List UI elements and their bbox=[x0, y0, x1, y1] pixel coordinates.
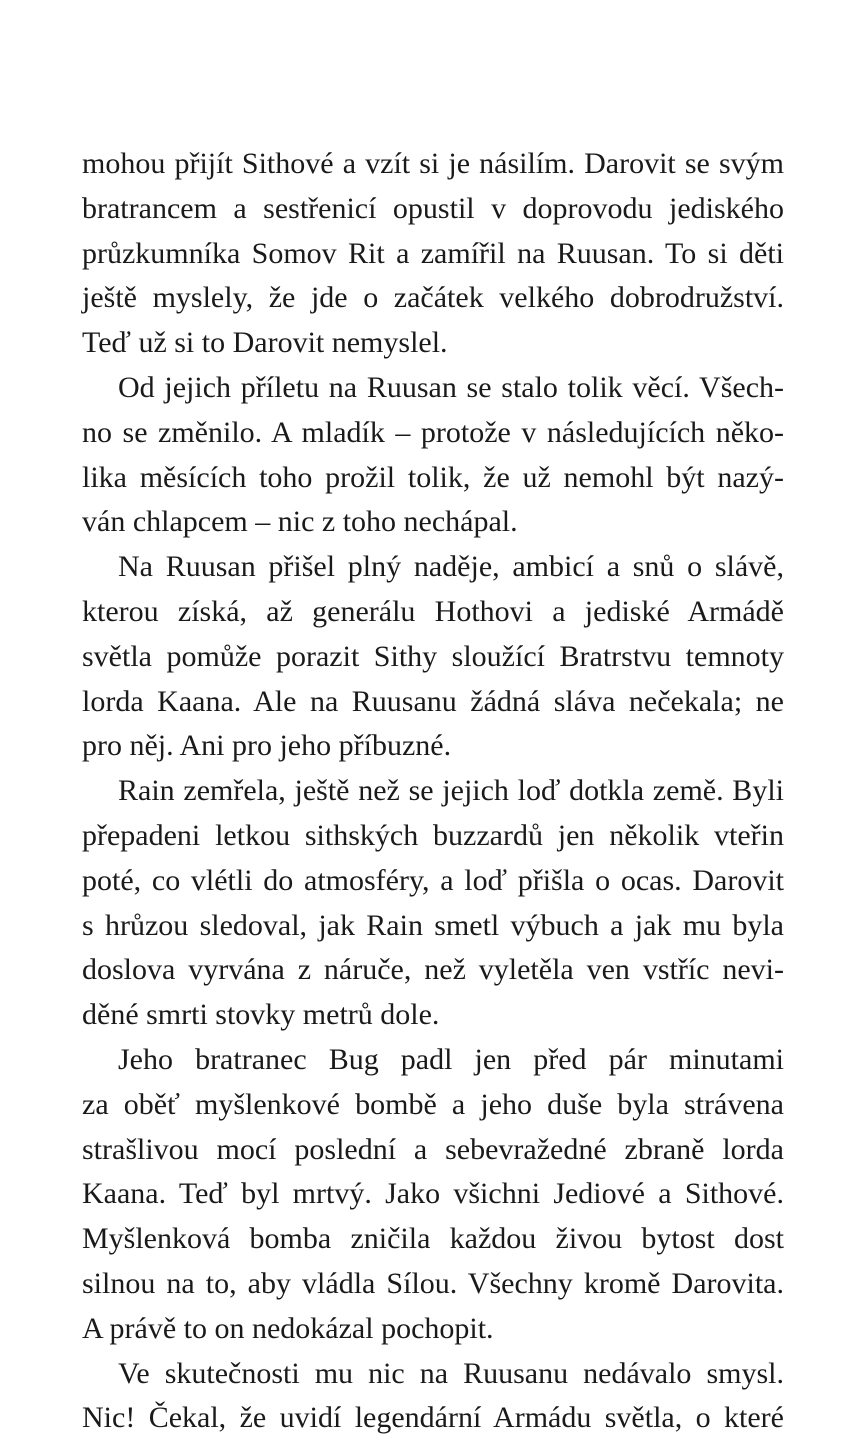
text-line: přepadeni letkou sithských buzzardů jen několik vteřin bbox=[82, 818, 784, 852]
paragraph bbox=[82, 1352, 784, 1441]
text-line: Myšlenková bomba zničila každou živou bytost dost bbox=[82, 1222, 784, 1256]
text-line: ván chlapcem – nic z toho nechápal. bbox=[82, 505, 518, 539]
text-line: ještě myslely, že jde o začátek velkého dobrodružství. bbox=[82, 281, 784, 315]
text-line: doslova vyrvána z náruče, než vyletěla ven vstříc nevi- bbox=[82, 953, 784, 987]
text-line: Rain zemřela, ještě než se jejich loď dotkla země. Byli bbox=[118, 774, 784, 808]
text-line: děné smrti stovky metrů dole. bbox=[82, 998, 440, 1032]
text-line: pro něj. Ani pro jeho příbuzné. bbox=[82, 729, 452, 763]
text-line: Teď už si to Darovit nemyslel. bbox=[82, 326, 448, 360]
text-line: s hrůzou sledoval, jak Rain smetl výbuch a jak mu byla bbox=[82, 908, 784, 942]
paragraph bbox=[82, 545, 784, 769]
paragraph bbox=[82, 366, 784, 545]
paragraph bbox=[82, 142, 784, 366]
text-line: Nic! Čekal, že uvidí legendární Armádu světla, o které bbox=[82, 1401, 784, 1435]
text-line: Kaana. Teď byl mrtvý. Jako všichni Jediové a Sithové. bbox=[82, 1177, 784, 1211]
text-line: lorda Kaana. Ale na Ruusanu žádná sláva nečekala; ne bbox=[82, 684, 784, 718]
text-line: Ve skutečnosti mu nic na Ruusanu nedávalo smysl. bbox=[118, 1356, 784, 1390]
text-line: silnou na to, aby vládla Sílou. Všechny kromě Darovita. bbox=[82, 1266, 784, 1300]
text-line: Jeho bratranec Bug padl jen před pár minutami bbox=[118, 1042, 784, 1076]
text-line: no se změnilo. A mladík – protože v následujících něko- bbox=[82, 415, 784, 449]
paragraph bbox=[82, 1038, 784, 1352]
text-line: Na Ruusan přišel plný naděje, ambicí a snů o slávě, bbox=[118, 550, 784, 584]
text-line: A právě to on nedokázal pochopit. bbox=[82, 1311, 494, 1345]
body-text bbox=[82, 142, 784, 1441]
text-line: průzkumníka Somov Rit a zamířil na Ruusan. To si děti bbox=[82, 236, 784, 270]
text-line: Od jejich příletu na Ruusan se stalo tolik věcí. Všech- bbox=[118, 370, 784, 404]
text-line: světla pomůže porazit Sithy sloužící Bratrstvu temnoty bbox=[82, 639, 784, 673]
text-line: lika měsících toho prožil tolik, že už nemohl být nazý- bbox=[82, 460, 784, 494]
text-line: strašlivou mocí poslední a sebevražedné zbraně lorda bbox=[82, 1132, 784, 1166]
text-line: poté, co vlétli do atmosféry, a loď přišla o ocas. Darovit bbox=[82, 863, 784, 897]
text-line: kterou získá, až generálu Hothovi a jediské Armádě bbox=[82, 594, 784, 628]
paragraph bbox=[82, 769, 784, 1038]
text-line: za oběť myšlenkové bombě a jeho duše byla strávena bbox=[82, 1087, 784, 1121]
text-line: mohou přijít Sithové a vzít si je násilím. Darovit se svým bbox=[82, 147, 784, 180]
text-line: bratrancem a sestřenicí opustil v doprovodu jediského bbox=[82, 191, 784, 225]
